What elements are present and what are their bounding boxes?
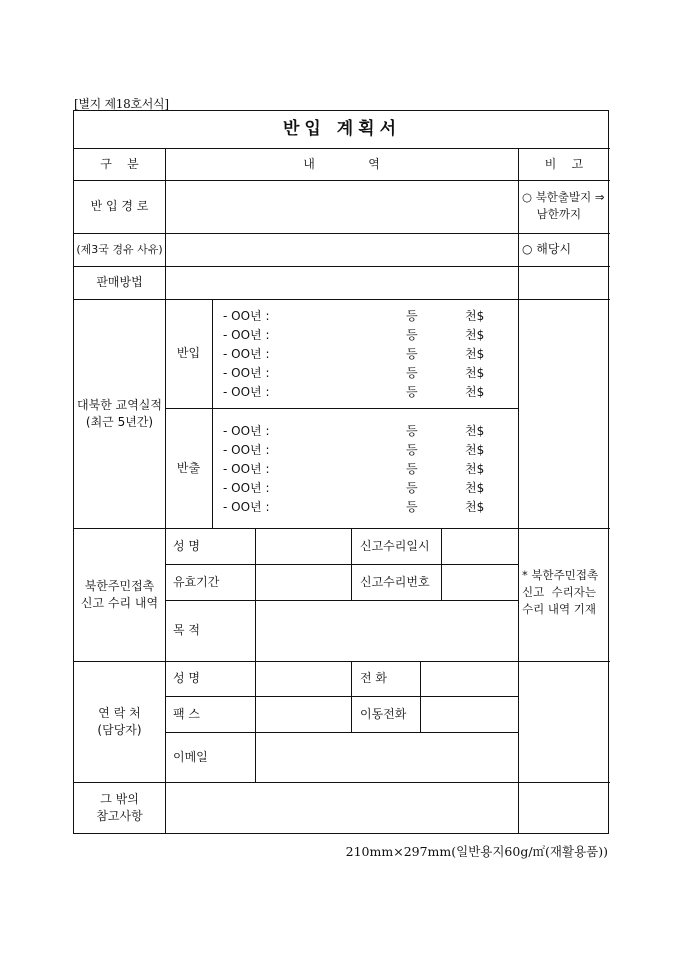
column-divider	[255, 661, 256, 782]
column-divider	[420, 661, 421, 732]
report-name-label: 성 명	[173, 538, 200, 553]
column-divider	[518, 148, 519, 834]
header-details: 내 역	[303, 156, 380, 171]
column-divider	[255, 528, 256, 661]
column-divider	[441, 528, 442, 600]
row-divider	[165, 732, 518, 733]
column-divider	[351, 661, 352, 732]
column-divider	[212, 299, 213, 528]
contact-report-label: 북한주민접촉 신고 수리 내역	[80, 578, 159, 610]
trade-row: - OO년 : 등 천$	[223, 328, 485, 342]
report-validity-label: 유효기간	[173, 574, 220, 589]
trade-row: - OO년 : 등 천$	[223, 462, 485, 476]
route-label: 반 입 경 로	[90, 199, 149, 213]
third-country-note: ○ 해당시	[522, 242, 572, 256]
contact-email-label: 이메일	[173, 749, 208, 764]
column-divider	[351, 528, 352, 600]
row-divider	[165, 600, 518, 601]
contact-report-note: * 북한주민접촉 신고 수리자는 수리 내역 기재	[522, 568, 599, 616]
trade-row: - OO년 : 등 천$	[223, 424, 485, 438]
trade-record-label: 대북한 교역실적 (최근 5년간)	[77, 397, 162, 429]
row-divider	[165, 408, 518, 409]
report-number-label: 신고수리번호	[360, 574, 430, 589]
third-country-label: (제3국 경유 사유)	[76, 243, 163, 256]
contact-label: 연 락 처 (담당자)	[97, 705, 142, 737]
contact-fax-label: 팩 스	[173, 706, 200, 721]
form-label: [별지 제18호서식]	[74, 97, 169, 111]
form-title: 반입 계획서	[282, 119, 402, 139]
report-date-label: 신고수리일시	[360, 538, 430, 553]
trade-row: - OO년 : 등 천$	[223, 385, 485, 399]
import-label: 반입	[176, 346, 201, 360]
route-note: ○ 북한출발지 ⇒ 남한까지	[522, 190, 605, 221]
sales-method-label: 판매방법	[96, 275, 143, 289]
trade-row: - OO년 : 등 천$	[223, 443, 485, 457]
contact-name-label: 성 명	[173, 671, 200, 685]
export-label: 반출	[176, 460, 201, 475]
report-purpose-label: 목 적	[173, 623, 200, 637]
trade-row: - OO년 : 등 천$	[223, 366, 485, 380]
row-divider	[165, 696, 518, 697]
other-notes-label: 그 밖의 참고사항	[96, 792, 143, 823]
import-plan-form	[73, 110, 609, 834]
trade-row: - OO년 : 등 천$	[223, 481, 485, 495]
paper-size-note: 210mm×297mm(일반용지60g/㎡(재활용품))	[345, 844, 608, 859]
trade-row: - OO년 : 등 천$	[223, 500, 485, 514]
trade-row: - OO년 : 등 천$	[223, 309, 485, 323]
header-category: 구 분	[100, 156, 139, 171]
trade-row: - OO년 : 등 천$	[223, 347, 485, 361]
contact-phone-label: 전 화	[360, 671, 387, 685]
header-remarks: 비 고	[544, 156, 584, 171]
contact-mobile-label: 이동전화	[360, 706, 407, 721]
